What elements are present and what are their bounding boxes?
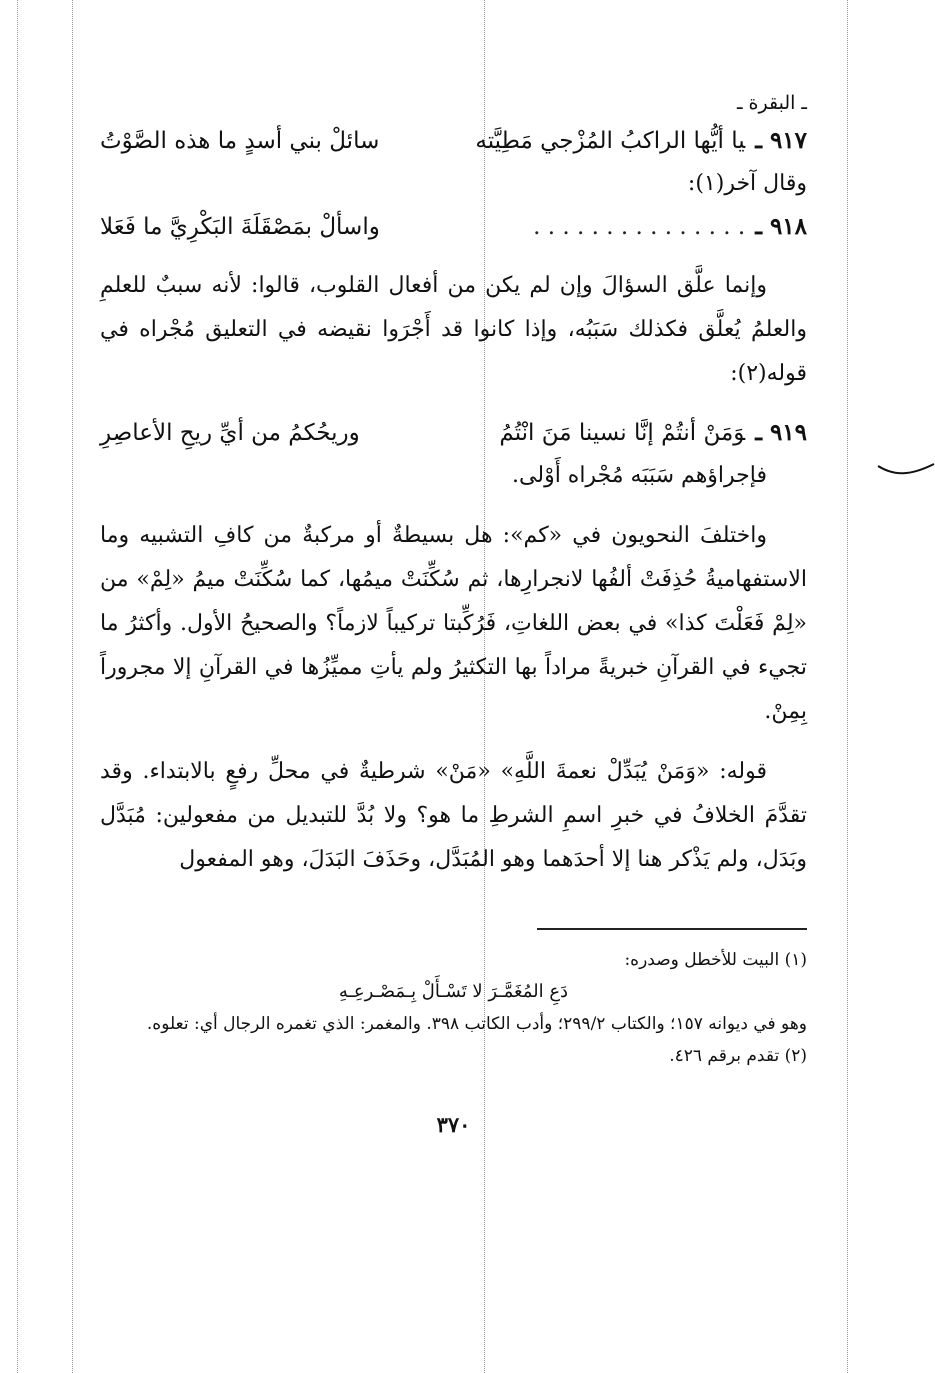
paragraph: وإنما علَّق السؤالَ وإن لم يكن من أفعال القلوب، قالوا: لأنه سببٌ للعلمِ والعلمُ يُعلَّق فكذلك سَبَبُه، وإذا كانوا قد أَجْرَوا نقيضه في التعليق مُجْراه في قوله(٢):	[100, 273, 807, 386]
document-page	[100, 92, 807, 1137]
verse-917	[100, 120, 807, 162]
footnote-1-intro: (١) البيت للأخطل وصدره:	[624, 950, 807, 970]
paragraph: واختلفَ النحويون في «كم»: هل بسيطةٌ أو مركبةٌ من كافِ التشبيه وما الاستفهاميةُ حُذِفَتْ ألفُها لانجرارِها، ثم سُكِّنَتْ ميمُها، كما سُكِّنَتْ ميمُ «لِمْ» من «لِمْ فَعَلْتَ كذا» في بعض اللغاتِ، فَرُكِّبتا تركيباً لازماً؟ والصحيحُ الأول. وأكثرُ ما تجيء في القرآنِ خبريةً مراداً بها التكثيرُ ولم يأتِ مميِّزُها في القرآنِ إلا مجروراً بِمِنْ.	[100, 523, 807, 724]
footnote-1-verse: دَعِ المُغَمَّـرَ لا تَسْـأَلْ بِـمَصْـرعِـهِ	[338, 981, 569, 1002]
verse-hemistich-2: واسألْ بمَصْقَلَةَ البَكْرِيَّ ما فَعَلا	[100, 214, 380, 240]
paragraph: قوله: «وَمَنْ يُبَدِّلْ نعمةَ اللَّهِ» «مَنْ» شرطيةٌ في محلِّ رفعٍ بالابتداء. وقد تقدَّمَ الخلافُ في خبرِ اسمِ الشرطِ ما هو؟ ولا بُدَّ للتبديل من مفعولين: مُبَدَّل وبَدَل، ولم يَذْكر هنا إلا أحدَهما وهو المُبَدَّل، وحَذَفَ البَدَلَ، وهو المفعول	[100, 759, 807, 872]
verse-hemistich-2: وريحُكمُ من أيِّ ريحِ الأعاصِرِ	[100, 420, 360, 446]
footnote-2: (٢) تقدم برقم ٤٢٦.	[669, 1046, 807, 1066]
footnote-1-text: وهو في ديوانه ١٥٧؛ والكتاب ٢٩٩/٢؛ وأدب الكاتب ٣٩٨. والمغمر: الذي تغمره الرجال أي: تعلوه.	[146, 1014, 807, 1034]
scan-guide-line	[72, 0, 73, 1373]
verse-hemistich-1: يا أيُّها الراكبُ المُزْجي مَطِيَّته	[475, 128, 746, 154]
text-line: وقال آخر(١):	[687, 171, 807, 196]
text-line: فإجراؤهم سَبَبَه مُجْراه أَوْلى.	[512, 463, 767, 488]
scan-guide-line	[847, 0, 848, 1373]
footnote-separator	[537, 928, 807, 930]
verse-919	[100, 412, 807, 454]
verse-hemistich-2: سائلْ بني أسدٍ ما هذه الصَّوْتُ	[100, 128, 380, 154]
verse-number: ٩١٩ ـ	[755, 419, 807, 446]
page-number: ٣٧٠	[436, 1112, 471, 1137]
verse-918	[100, 206, 807, 248]
margin-pen-mark	[876, 456, 935, 486]
verse-elision-dots: . . . . . . . . . . . . . . .	[533, 214, 746, 240]
scan-guide-line	[17, 0, 18, 1373]
verse-number: ٩١٧ ـ	[755, 127, 807, 154]
verse-number: ٩١٨ ـ	[755, 213, 807, 240]
verse-hemistich-1: وَمَنْ أنتُمْ إنَّا نسينا مَنَ انْتُمُ	[499, 420, 746, 446]
running-header: ـ البقرة ـ	[736, 92, 807, 114]
